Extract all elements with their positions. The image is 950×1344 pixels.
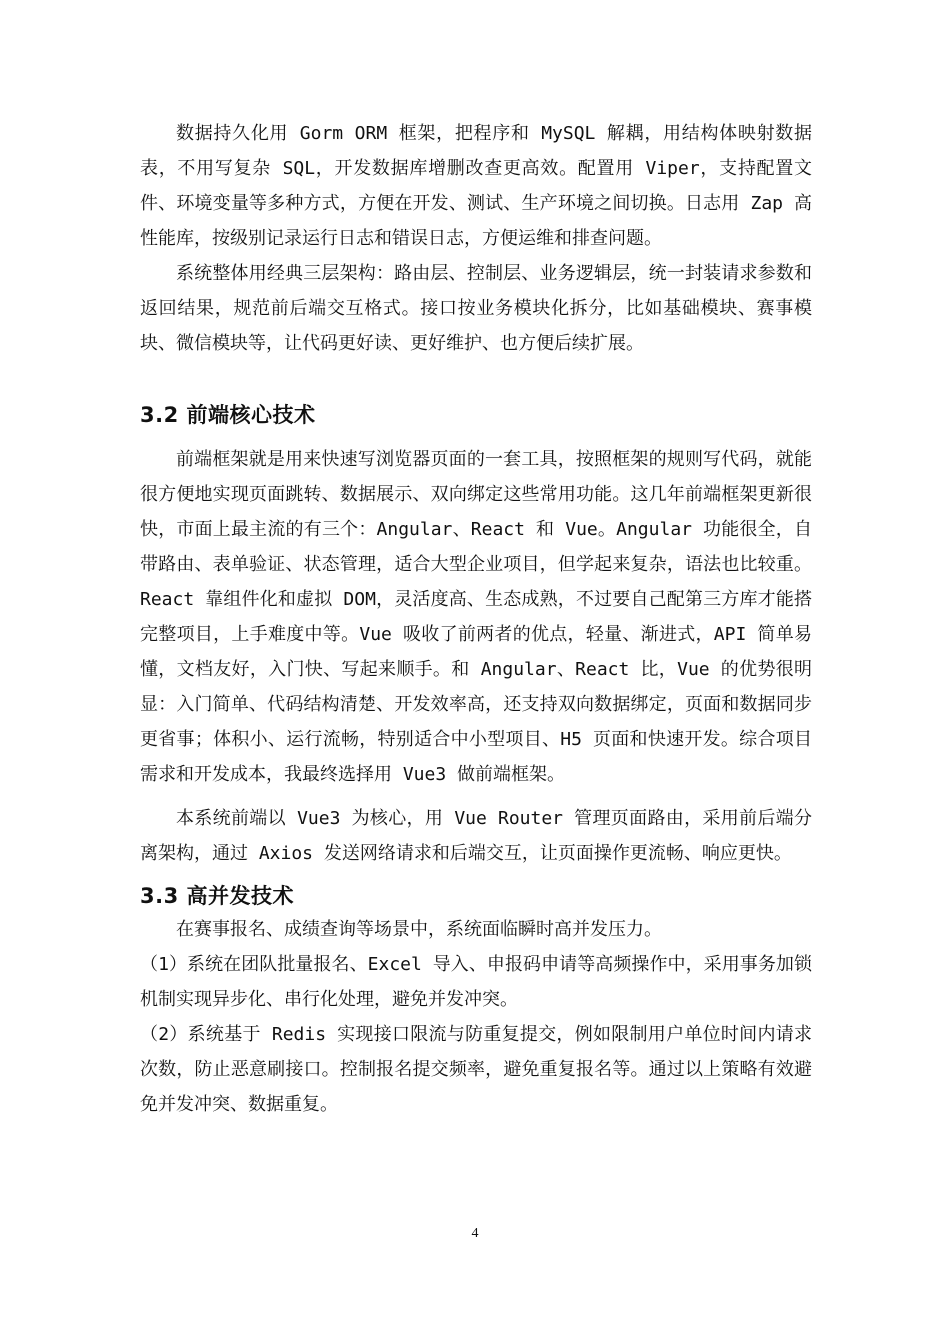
paragraph-architecture: 系统整体用经典三层架构：路由层、控制层、业务逻辑层，统一封装请求参数和返回结果，规范前后端交互格式。接口按业务模块化拆分，比如基础模块、赛事模块、微信模块等，让代码更好读、更好维护、也方便后续扩展。 (140, 263, 812, 354)
paragraph-persistence: 数据持久化用 Gorm ORM 框架，把程序和 MySQL 解耦，用结构体映射数据表，不用写复杂 SQL，开发数据库增删改查更高效。配置用 Viper，支持配置文件、环境变量等多种方式，方便在开发、测试、生产环境之间切换。日志用 Zap 高性能库，按级别记录运行日志和错误日志，方便运维和排查问题。 (140, 123, 812, 249)
section-heading-3-3: 3.3 高并发技术 (140, 884, 295, 908)
paragraph-concurrency-intro: 在赛事报名、成绩查询等场景中，系统面临瞬时高并发压力。 (176, 919, 662, 940)
list-item-transaction-lock: （1）系统在团队批量报名、Excel 导入、申报码申请等高频操作中，采用事务加锁机制实现异步化、串行化处理，避免并发冲突。 (140, 954, 812, 1010)
page-body (140, 116, 812, 1122)
paragraph-frontend-stack: 本系统前端以 Vue3 为核心，用 Vue Router 管理页面路由，采用前后端分离架构，通过 Axios 发送网络请求和后端交互，让页面操作更流畅、响应更快。 (140, 808, 812, 864)
section-heading-3-2: 3.2 前端核心技术 (140, 403, 316, 427)
page-number: 4 (471, 1226, 479, 1241)
list-item-redis-rate-limit: （2）系统基于 Redis 实现接口限流与防重复提交，例如限制用户单位时间内请求次数，防止恶意刷接口。控制报名提交频率，避免重复报名等。通过以上策略有效避免并发冲突、数据重复。 (140, 1024, 812, 1115)
paragraph-frontend-frameworks: 前端框架就是用来快速写浏览器页面的一套工具，按照框架的规则写代码，就能很方便地实现页面跳转、数据展示、双向绑定这些常用功能。这几年前端框架更新很快，市面上最主流的有三个：Angular、React 和 Vue。Angular 功能很全，自带路由、表单验证、状态管理，适合大型企业项目，但学起来复杂，语法也比较重。React 靠组件化和虚拟 DOM，灵活度高、生态成熟，不过要自己配第三方库才能搭完整项目，上手难度中等。Vue 吸收了前两者的优点，轻量、渐进式，API 简单易懂，文档友好，入门快、写起来顺手。和 Angular、React 比，Vue 的优势很明显：入门简单、代码结构清楚、开发效率高，还支持双向数据绑定，页面和数据同步更省事；体积小、运行流畅，特别适合中小型项目、H5 页面和快速开发。综合项目需求和开发成本，我最终选择用 Vue3 做前端框架。 (140, 449, 812, 785)
